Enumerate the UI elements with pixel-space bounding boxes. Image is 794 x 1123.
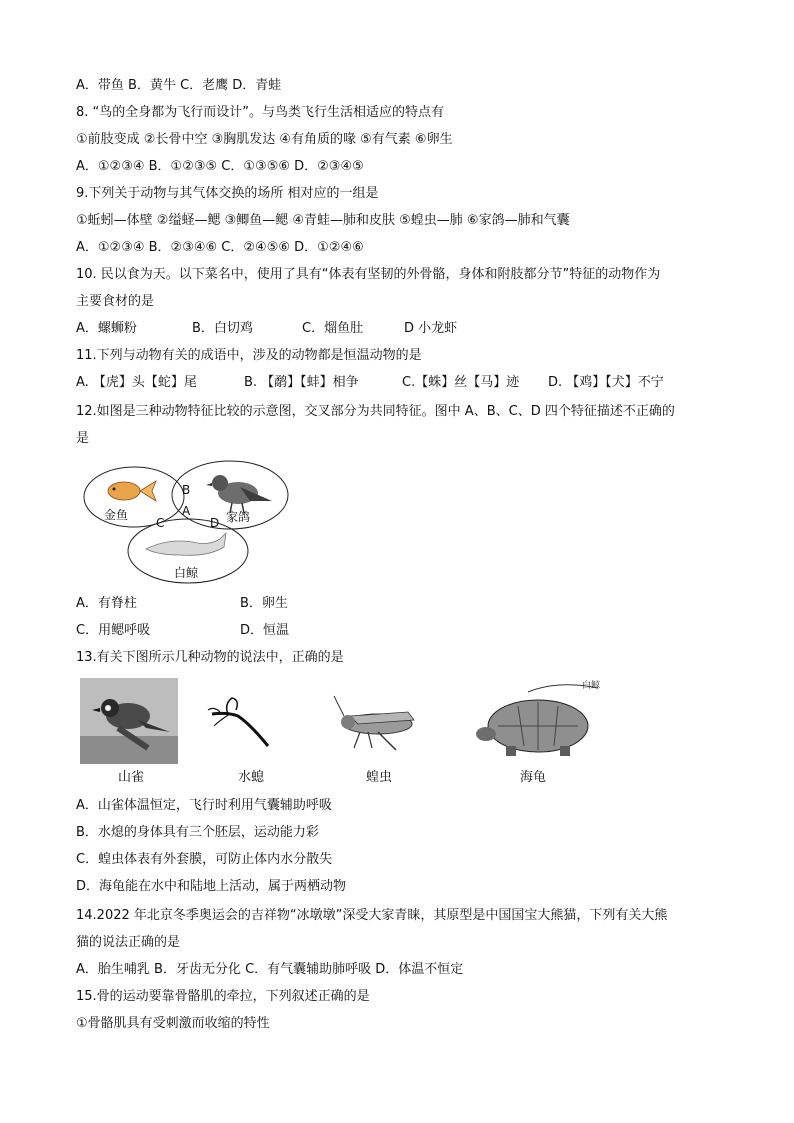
q10-stem: 10. 民以食为天。以下菜名中，使用了具有“体表有坚韧的外骨骼，身体和附肢都分节”特征的动物作为 xyxy=(76,267,661,282)
q10-option-c: C．熘鱼肚 xyxy=(302,321,364,336)
whale-label: 白鲸 xyxy=(174,566,199,580)
q10-option-a: A．螺蛳粉 xyxy=(76,321,137,336)
region-d-label: D xyxy=(210,516,220,530)
q13-option-b: B．水熄的身体具有三个胚层，运动能力彩 xyxy=(76,825,319,840)
venn-diagram xyxy=(80,457,300,587)
animal-figures xyxy=(78,676,638,788)
q9-items: ①蚯蚓—体壁 ②缢蛏—鳃 ③鲫鱼—鳃 ④青蛙—肺和皮肤 ⑤蝗虫—肺 ⑥家鸽—肺和气囊 xyxy=(76,213,570,228)
q13-stem: 13.有关下图所示几种动物的说法中，正确的是 xyxy=(76,650,344,665)
q14-stem-cont: 猫的说法正确的是 xyxy=(76,935,181,950)
region-b-label: B xyxy=(182,483,191,497)
beluga-icon xyxy=(146,533,226,555)
q14-options: A．胎生哺乳 B．牙齿无分化 C．有气囊辅助肺呼吸 D．体温不恒定 xyxy=(76,962,464,977)
q8-stem: 8. “鸟的全身都为飞行而设计”。与鸟类飞行生活相适应的特点有 xyxy=(76,105,445,120)
region-c-label: C xyxy=(156,516,165,530)
q11-option-c: C.【蛛】丝【马】迹 xyxy=(402,375,520,390)
q13-option-c: C．蝗虫体表有外套膜，可防止体内水分散失 xyxy=(76,852,333,867)
q8-options: A．①②③④ B．①②③⑤ C．①③⑤⑥ D．②③④⑤ xyxy=(76,159,364,174)
q9-options: A．①②③④ B．②③④⑥ C．②④⑤⑥ D．①②④⑥ xyxy=(76,240,364,255)
tit-photo xyxy=(80,678,178,764)
q12-stem-cont: 是 xyxy=(76,431,90,446)
pigeon-label: 家鸽 xyxy=(226,510,251,524)
goldfish-icon xyxy=(108,481,156,501)
q11-stem: 11.下列与动物有关的成语中，涉及的动物都是恒温动物的是 xyxy=(76,348,422,363)
region-a-label: A xyxy=(182,504,191,518)
tit-caption: 山雀 xyxy=(118,770,145,785)
hydra-drawing xyxy=(208,698,268,746)
q10-option-d: D 小龙虾 xyxy=(404,321,458,336)
q15-stem: 15.骨的运动要靠骨骼肌的牵拉，下列叙述正确的是 xyxy=(76,989,370,1004)
goldfish-label: 金鱼 xyxy=(104,508,129,522)
locust-caption: 蝗虫 xyxy=(366,770,393,785)
turtle-drawing xyxy=(476,685,598,756)
q11-option-d: D. 【鸡】【犬】不宁 xyxy=(548,375,664,390)
pigeon-icon xyxy=(206,475,272,513)
q11-option-a: A. 【虎】头【蛇】尾 xyxy=(76,375,197,390)
hydra-caption: 水螅 xyxy=(238,770,265,785)
q7-options: A．带鱼 B．黄牛 C．老鹰 D．青蛙 xyxy=(76,78,282,93)
q11-option-b: B. 【鹬】【蚌】相争 xyxy=(244,375,359,390)
q8-items: ①前肢变成 ②长骨中空 ③胸肌发达 ④有角质的喙 ⑤有气素 ⑥卵生 xyxy=(76,132,453,147)
stamp-text: 白鲸 xyxy=(582,681,601,691)
q12-stem: 12.如图是三种动物特征比较的示意图，交叉部分为共同特征。图中 A、B、C、D 四个特征描述不正确的 xyxy=(76,404,675,419)
q13-option-a: A．山雀体温恒定，飞行时利用气囊辅助呼吸 xyxy=(76,798,332,813)
locust-drawing xyxy=(334,696,414,750)
q12-option-a: A．有脊柱 xyxy=(76,596,137,611)
q14-stem: 14.2022 年北京冬季奥运会的吉祥物“冰墩墩”深受大家青睐，其原型是中国国宝大熊猫，下列有关大熊 xyxy=(76,908,668,923)
turtle-caption: 海龟 xyxy=(520,770,547,785)
q12-option-d: D．恒温 xyxy=(240,623,290,638)
q15-item-1: ①骨骼肌具有受刺激而收缩的特性 xyxy=(76,1016,270,1031)
q9-stem: 9.下列关于动物与其气体交换的场所 相对应的一组是 xyxy=(76,186,379,201)
q10-option-b: B．白切鸡 xyxy=(192,321,253,336)
q12-option-c: C．用鳃呼吸 xyxy=(76,623,151,638)
q10-stem-cont: 主要食材的是 xyxy=(76,294,155,309)
q12-option-b: B．卵生 xyxy=(240,596,288,611)
q13-option-d: D．海龟能在水中和陆地上活动，属于两栖动物 xyxy=(76,879,347,894)
